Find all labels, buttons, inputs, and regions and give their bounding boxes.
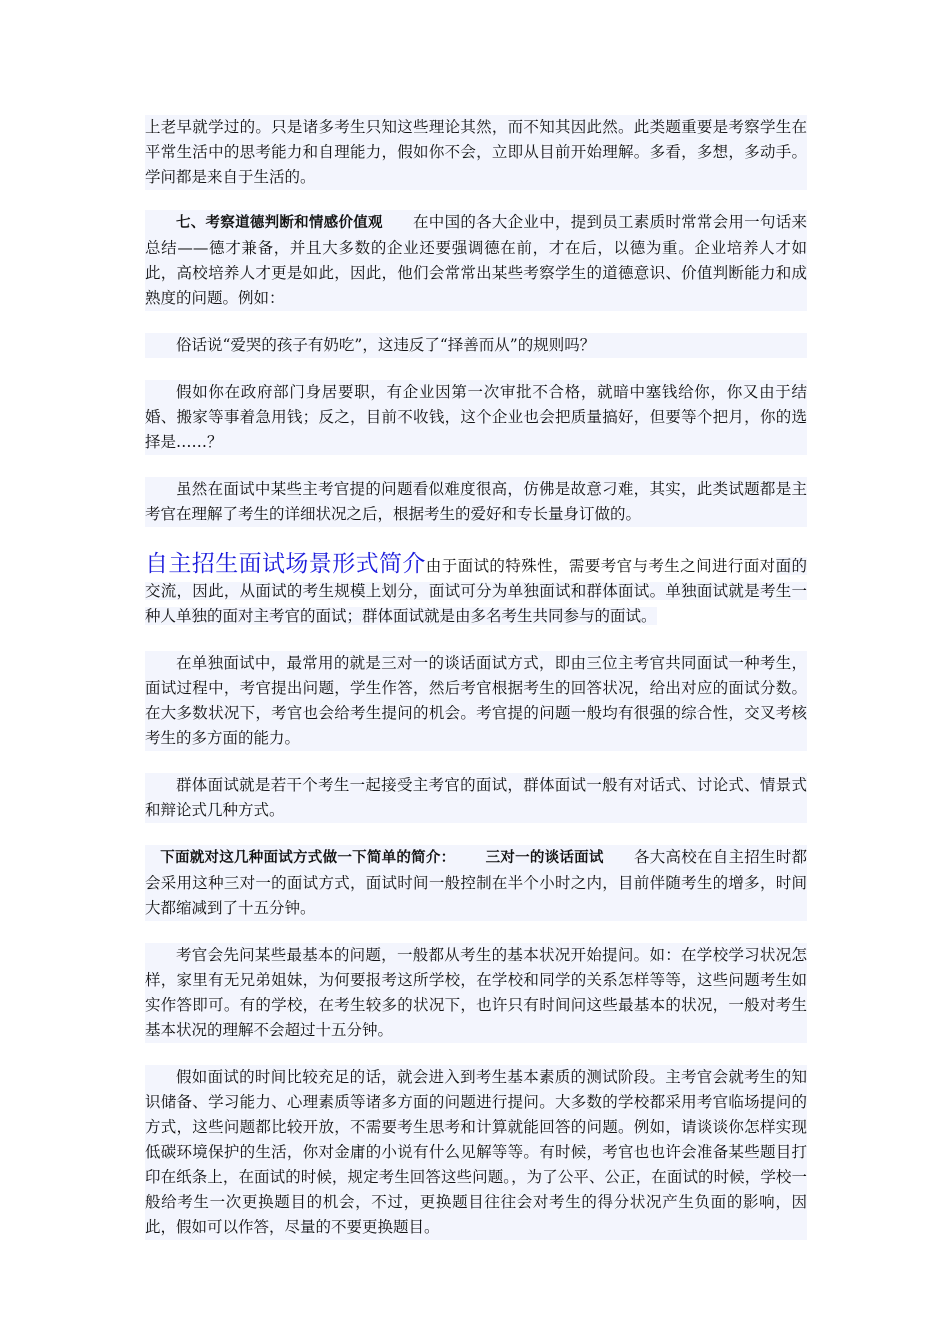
section-subheading: 七、考察道德判断和情感价值观 xyxy=(176,215,383,231)
paragraph-individual-interview: 在单独面试中，最常用的就是三对一的谈话面试方式，即由三位主考官共同面试一种考生，面试过程中，考官提出问题，学生作答，然后考官根据考生的回答状况，给出对应的面试分数。在大多数状况下，考官也会给考生提问的机会。考官提的问题一般均有很强的综合性，交叉考核考生的多方面的能力。 xyxy=(145,651,807,751)
paragraph-conclusion: 虽然在面试中某些主考官提的问题看似难度很高，仿佛是故意刁难，其实，此类试题都是主考官在理解了考生的详细状况之后，根据考生的爱好和专长量身订做的。 xyxy=(145,477,807,527)
paragraph-example-2: 假如你在政府部门身居要职，有企业因第一次审批不合格，就暗中塞钱给你，你又由于结婚、搬家等事着急用钱；反之，目前不收钱，这个企业也会把质量搞好，但要等个把月，你的选择是……？ xyxy=(145,380,807,455)
paragraph-text: 在中国的各大企业中，提到员工素质时常常会用一句话来总结——德才兼备，并且大多数的企业还要强调德在前，才在后，以德为重。企业培养人才如此，高校培养人才更是如此，因此，他们会常常出某些考察学生的道德意识、价值判断能力和成熟度的问题。例如： xyxy=(145,213,807,307)
section-heading: 自主招生面试场景形式简介 xyxy=(145,551,426,577)
heading-inline-text: 由于面试的特殊性，需要考官与考生之间进行面对 xyxy=(425,557,776,575)
paragraph-example-1: 俗话说“爱哭的孩子有奶吃”，这违反了“择善而从”的规则吗？ xyxy=(145,333,807,358)
paragraph-quality-test: 假如面试的时间比较充足的话，就会进入到考生基本素质的测试阶段。主考官会就考生的知识储备、学习能力、心理素质等诸多方面的问题进行提问。大多数的学校都采用考官临场提问的方式，这些问题都比较开放，不需要考生思考和计算就能回答的问题。例如，请谈谈你怎样实现低碳环境保护的生活，你对金庸的小说有什么见解等等。有时候，考官也也许会准备某些题目打印在纸条上，在面试的时候，规定考生回答这些问题。，为了公平、公正，在面试的时候，学校一般给考生一次更换题目的机会，不过，更换题目往往会对考生的得分状况产生负面的影响，因此，假如可以作答，尽量的不要更换题目。 xyxy=(145,1065,807,1240)
section-heading-paragraph xyxy=(145,549,807,629)
paragraph-basic-questions: 考官会先问某些最基本的问题，一般都从考生的基本状况开始提问。如：在学校学习状况怎样，家里有无兄弟姐妹，为何要报考这所学校，在学校和同学的关系怎样等等，这些问题考生如实作答即可。有的学校，在考生较多的状况下，也许只有时间问这些最基本的状况，一般对考生基本状况的理解不会超过十五分钟。 xyxy=(145,943,807,1043)
three-on-one-subheading: 三对一的谈话面试 xyxy=(485,850,604,866)
document-body xyxy=(145,115,807,1262)
intro-subheading: 下面就对这几种面试方式做一下简单的简介： xyxy=(160,850,456,866)
paragraph-group-interview: 群体面试就是若干个考生一起接受主考官的面试，群体面试一般有对话式、讨论式、情景式和辩论式几种方式。 xyxy=(145,773,807,823)
paragraph-text: 各大高校在自主招生时都会采用这种三对一的面试方式，面试时间一般控制在半个小时之内，目前伴随考生的增多，时间大都缩减到了十五分钟。 xyxy=(145,848,808,917)
paragraph-moral-judgement xyxy=(145,210,807,311)
paragraph-1: 上老早就学过的。只是诸多考生只知这些理论其然，而不知其因此然。此类题重要是考察学生在平常生活中的思考能力和自理能力，假如你不会，立即从目前开始理解。多看，多想，多动手。学问都是来自于生活的。 xyxy=(145,115,807,190)
paragraph-interview-types xyxy=(145,845,807,921)
heading-paragraph-text: 面的交流，因此，从面试的考生规模上划分，面试可分为单独面试和群体面试。单独面试就是考生一种人单独的面对主考官的面试；群体面试就是由多名考生共同参与的面试。 xyxy=(145,557,807,625)
